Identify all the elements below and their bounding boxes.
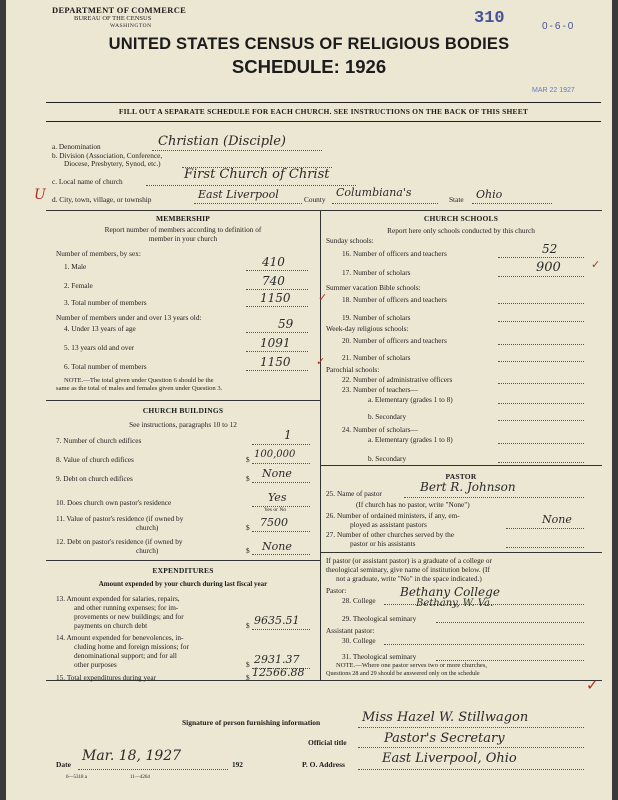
vacation-scholars-line bbox=[498, 321, 584, 322]
sunday-schools-label: Sunday schools: bbox=[326, 236, 374, 245]
division-label-1: b. Division (Association, Conference, bbox=[52, 151, 163, 160]
denomination-line bbox=[152, 150, 322, 151]
benevolences-label-3: denominational support; and for all bbox=[74, 651, 177, 660]
state-label: State bbox=[449, 195, 464, 204]
edifices-debt-dollar: $ bbox=[246, 474, 250, 483]
membership-note-2: same as the total of males and females given under Question 3. bbox=[56, 385, 223, 392]
male-line bbox=[246, 270, 308, 271]
date-year-suffix: 192 bbox=[232, 760, 243, 769]
check-mark-total: ✓ bbox=[318, 292, 328, 304]
assistant-seminary-line bbox=[436, 660, 584, 661]
residence-value-label-2: church) bbox=[136, 523, 159, 532]
assistant-college-line bbox=[384, 644, 584, 645]
county-label: County bbox=[304, 195, 326, 204]
female-label: 2. Female bbox=[64, 281, 93, 290]
parochial-admin-label: 22. Number of administrative officers bbox=[342, 375, 453, 384]
total-expenditures-label: 15. Total expenditures during year bbox=[56, 673, 157, 682]
running-expenses-label-4: payments on church debt bbox=[74, 621, 148, 630]
teachers-secondary-line bbox=[498, 420, 584, 421]
weekday-scholars-label: 21. Number of scholars bbox=[342, 353, 411, 362]
pastor-college-location: Bethany, W. Va. bbox=[416, 598, 494, 609]
benevolences-label-4: other purposes bbox=[74, 660, 117, 669]
church-name-value: First Church of Christ bbox=[184, 167, 330, 182]
total-members-label: 3. Total number of members bbox=[64, 298, 147, 307]
residence-value-label-1: 11. Value of pastor's residence (if owned by bbox=[56, 514, 184, 523]
expenditures-heading: EXPENDITURES bbox=[152, 566, 214, 575]
stamp-number: 310 bbox=[474, 9, 505, 28]
denomination-label: a. Denomination bbox=[52, 142, 101, 151]
owns-residence-label: 10. Does church own pastor's residence bbox=[56, 498, 172, 507]
graduate-divider bbox=[320, 552, 602, 553]
sunday-teachers-value: 52 bbox=[542, 242, 558, 256]
vacation-scholars-label: 19. Number of scholars bbox=[342, 313, 411, 322]
received-date-stamp: MAR 22 1927 bbox=[532, 87, 575, 94]
membership-intro-2: member in your church bbox=[148, 234, 218, 243]
state-line bbox=[472, 203, 552, 204]
parochial-teachers-label: 23. Number of teachers— bbox=[342, 385, 418, 394]
vacation-schools-label: Summer vacation Bible schools: bbox=[326, 283, 421, 292]
residence-debt-label-1: 12. Debt on pastor's residence (if owned by bbox=[56, 537, 183, 546]
pastor-name-line bbox=[404, 497, 584, 498]
date-label: Date bbox=[56, 760, 71, 769]
form-code-1: 6—5318 a bbox=[66, 775, 87, 780]
other-churches-line bbox=[506, 547, 584, 548]
address-value: East Liverpool, Ohio bbox=[382, 751, 517, 766]
schools-heading: CHURCH SCHOOLS bbox=[423, 214, 499, 223]
signature-label: Signature of person furnishing information bbox=[182, 718, 321, 727]
under-13-line bbox=[246, 332, 308, 333]
graduate-note-1: If pastor (or assistant pastor) is a graduate of a college or bbox=[326, 556, 492, 565]
teachers-elementary-label: a. Elementary (grades 1 to 8) bbox=[368, 395, 453, 404]
residence-debt-label-2: church) bbox=[136, 546, 159, 555]
weekday-teachers-line bbox=[498, 344, 584, 345]
pastor-divider bbox=[320, 465, 602, 466]
ordained-ministers-value: None bbox=[542, 513, 572, 526]
total-members-age-value: 1150 bbox=[260, 355, 291, 369]
city-line bbox=[194, 203, 302, 204]
total-members-value: 1150 bbox=[260, 291, 291, 305]
scholars-elementary-label: a. Elementary (grades 1 to 8) bbox=[368, 435, 453, 444]
edifices-count-label: 7. Number of church edifices bbox=[56, 436, 142, 445]
form-code-2: 11—4264 bbox=[130, 775, 150, 780]
buildings-divider bbox=[46, 400, 320, 401]
over-13-value: 1091 bbox=[260, 336, 291, 350]
membership-heading: MEMBERSHIP bbox=[155, 214, 211, 223]
assistant-pastor-subheading: Assistant pastor: bbox=[326, 626, 375, 635]
running-expenses-value: 9635.51 bbox=[254, 614, 300, 627]
pastor-subheading: Pastor: bbox=[326, 586, 347, 595]
residence-value-line bbox=[252, 531, 310, 532]
assistant-college-label: 30. College bbox=[342, 636, 376, 645]
official-title-label: Official title bbox=[308, 738, 347, 747]
parochial-admin-line bbox=[498, 383, 584, 384]
city-name: WASHINGTON bbox=[110, 23, 152, 29]
pastor-note-2: Questions 28 and 29 should be answered only on the schedule bbox=[326, 670, 480, 677]
graduate-note-3: not a graduate, write "No" in the space indicated.) bbox=[336, 574, 482, 583]
bureau-name: BUREAU OF THE CENSUS bbox=[74, 15, 152, 22]
total-expenditures-value: 12566.88 bbox=[252, 666, 305, 679]
edifices-value-label: 8. Value of church edifices bbox=[56, 455, 134, 464]
official-title-value: Pastor's Secretary bbox=[384, 731, 505, 746]
sunday-teachers-line bbox=[498, 257, 584, 258]
members-by-sex-label: Number of members, by sex: bbox=[56, 249, 141, 258]
vacation-teachers-label: 18. Number of officers and teachers bbox=[342, 295, 447, 304]
parochial-scholars-label: 24. Number of scholars— bbox=[342, 425, 418, 434]
sunday-teachers-label: 16. Number of officers and teachers bbox=[342, 249, 447, 258]
female-line bbox=[246, 289, 308, 290]
expenditures-subheading: Amount expended by your church during last fiscal year bbox=[98, 580, 268, 588]
benevolences-label-1: 14. Amount expended for benevolences, in- bbox=[56, 633, 184, 642]
under-13-label: 4. Under 13 years of age bbox=[64, 324, 136, 333]
stamp-code: 0-6-0 bbox=[542, 21, 576, 32]
vacation-teachers-line bbox=[498, 303, 584, 304]
graduate-note-2: theological seminary, give name of institution below. (If bbox=[326, 565, 490, 574]
ordained-ministers-label-1: 26. Number of ordained ministers, if any, em- bbox=[326, 511, 460, 520]
state-value: Ohio bbox=[476, 188, 503, 201]
scholars-secondary-line bbox=[498, 462, 584, 463]
sunday-scholars-label: 17. Number of scholars bbox=[342, 268, 411, 277]
address-label: P. O. Address bbox=[302, 760, 345, 769]
ordained-ministers-label-2: ployed as assistant pastors bbox=[350, 520, 427, 529]
total-members-age-line bbox=[246, 370, 308, 371]
census-schedule-page bbox=[6, 0, 612, 800]
benevolences-label-2: cluding home and foreign missions; for bbox=[74, 642, 189, 651]
over-13-line bbox=[246, 351, 308, 352]
weekday-scholars-line bbox=[498, 361, 584, 362]
total-expenditures-dollar: $ bbox=[246, 673, 250, 682]
address-line bbox=[358, 769, 584, 770]
residence-value-value: 7500 bbox=[260, 516, 288, 529]
pastor-college-value: Bethany College bbox=[400, 585, 500, 599]
running-expenses-dollar: $ bbox=[246, 621, 250, 630]
other-churches-label-1: 27. Number of other churches served by the bbox=[326, 530, 455, 539]
buildings-subheading: See instructions, paragraphs 10 to 12 bbox=[129, 420, 237, 429]
edifices-count-value: 1 bbox=[284, 428, 292, 442]
parochial-schools-label: Parochial schools: bbox=[326, 365, 380, 374]
running-expenses-line bbox=[252, 629, 310, 630]
signature-line bbox=[358, 727, 584, 728]
check-mark-signature: ✓ bbox=[586, 678, 599, 694]
residence-value-dollar: $ bbox=[246, 523, 250, 532]
male-label: 1. Male bbox=[64, 262, 87, 271]
female-value: 740 bbox=[262, 274, 285, 288]
weekday-teachers-label: 20. Number of officers and teachers bbox=[342, 336, 447, 345]
signature-value: Miss Hazel W. Stillwagon bbox=[362, 710, 529, 725]
membership-intro-1: Report number of members according to definition of bbox=[104, 225, 262, 234]
schedule-title: SCHEDULE: 1926 bbox=[231, 56, 387, 77]
under-13-value: 59 bbox=[278, 317, 294, 331]
margin-mark: U bbox=[34, 187, 46, 203]
teachers-elementary-line bbox=[498, 403, 584, 404]
over-13-label: 5. 13 years old and over bbox=[64, 343, 135, 352]
form-title: UNITED STATES CENSUS OF RELIGIOUS BODIES bbox=[108, 35, 510, 53]
buildings-heading: CHURCH BUILDINGS bbox=[142, 406, 224, 415]
benevolences-value: 2931.37 bbox=[254, 653, 300, 666]
date-line bbox=[78, 769, 228, 770]
running-expenses-label-3: provements or new buildings; and for bbox=[74, 612, 184, 621]
pastor-name-note: (If church has no pastor, write "None") bbox=[356, 500, 470, 509]
running-expenses-label-2: and other running expenses; for im- bbox=[74, 603, 179, 612]
pastor-college-label: 28. College bbox=[342, 596, 376, 605]
total-members-age-label: 6. Total number of members bbox=[64, 362, 147, 371]
edifices-debt-value: None bbox=[262, 467, 292, 480]
scholars-elementary-line bbox=[498, 443, 584, 444]
pastor-note-1: NOTE.—Where one pastor serves two or more churches, bbox=[336, 662, 488, 669]
city-label: d. City, town, village, or township bbox=[52, 195, 152, 204]
members-by-age-label: Number of members under and over 13 years old: bbox=[56, 313, 202, 322]
church-name-label: c. Local name of church bbox=[52, 177, 123, 186]
edifices-debt-line bbox=[252, 482, 310, 483]
ordained-ministers-line bbox=[506, 528, 584, 529]
top-divider bbox=[46, 210, 602, 211]
residence-debt-value: None bbox=[262, 540, 292, 553]
official-title-line bbox=[358, 747, 584, 748]
instruction-banner: FILL OUT A SEPARATE SCHEDULE FOR EACH CHURCH. SEE INSTRUCTIONS ON THE BACK OF THIS SHEET bbox=[46, 102, 601, 122]
running-expenses-label-1: 13. Amount expended for salaries, repairs, bbox=[56, 594, 180, 603]
residence-debt-dollar: $ bbox=[246, 546, 250, 555]
benevolences-dollar: $ bbox=[246, 660, 250, 669]
male-value: 410 bbox=[262, 255, 285, 269]
denomination-value: Christian (Disciple) bbox=[158, 134, 287, 149]
teachers-secondary-label: b. Secondary bbox=[368, 412, 407, 421]
edifices-debt-label: 9. Debt on church edifices bbox=[56, 474, 133, 483]
sunday-scholars-value: 900 bbox=[536, 260, 561, 275]
scholars-secondary-label: b. Secondary bbox=[368, 454, 407, 463]
weekday-schools-label: Week-day religious schools: bbox=[326, 324, 409, 333]
check-mark-scholars: ✓ bbox=[591, 259, 601, 271]
pastor-seminary-label: 29. Theological seminary bbox=[342, 614, 417, 623]
pastor-heading: PASTOR bbox=[445, 472, 477, 481]
church-name-line bbox=[146, 185, 356, 186]
edifices-value-dollar: $ bbox=[246, 455, 250, 464]
sunday-scholars-line bbox=[498, 276, 584, 277]
division-label-2: Diocese, Presbytery, Synod, etc.) bbox=[64, 159, 161, 168]
edifices-value-value: 100,000 bbox=[254, 449, 296, 460]
county-value: Columbiana's bbox=[336, 186, 412, 199]
column-divider bbox=[320, 210, 321, 680]
city-value: East Liverpool bbox=[198, 188, 279, 201]
residence-debt-line bbox=[252, 554, 310, 555]
county-line bbox=[332, 203, 438, 204]
schools-intro: Report here only schools conducted by this church bbox=[387, 226, 535, 235]
total-members-line bbox=[246, 306, 308, 307]
other-churches-label-2: pastor or his assistants bbox=[350, 539, 416, 548]
edifices-value-line bbox=[252, 463, 310, 464]
assistant-seminary-label: 31. Theological seminary bbox=[342, 652, 417, 661]
pastor-seminary-line bbox=[436, 622, 584, 623]
edifices-count-line bbox=[252, 444, 310, 445]
date-value: Mar. 18, 1927 bbox=[82, 748, 182, 764]
pastor-name-label: 25. Name of pastor bbox=[326, 489, 382, 498]
owns-residence-value: Yes bbox=[268, 491, 287, 504]
department-name: DEPARTMENT OF COMMERCE bbox=[52, 5, 187, 15]
pastor-name-value: Bert R. Johnson bbox=[420, 480, 516, 494]
check-mark-total-age: ✓ bbox=[316, 356, 326, 368]
membership-note-1: NOTE.—The total given under Question 6 should be the bbox=[64, 377, 214, 384]
expenditures-divider bbox=[46, 560, 320, 561]
yes-no-hint: Yes or No bbox=[264, 507, 287, 513]
